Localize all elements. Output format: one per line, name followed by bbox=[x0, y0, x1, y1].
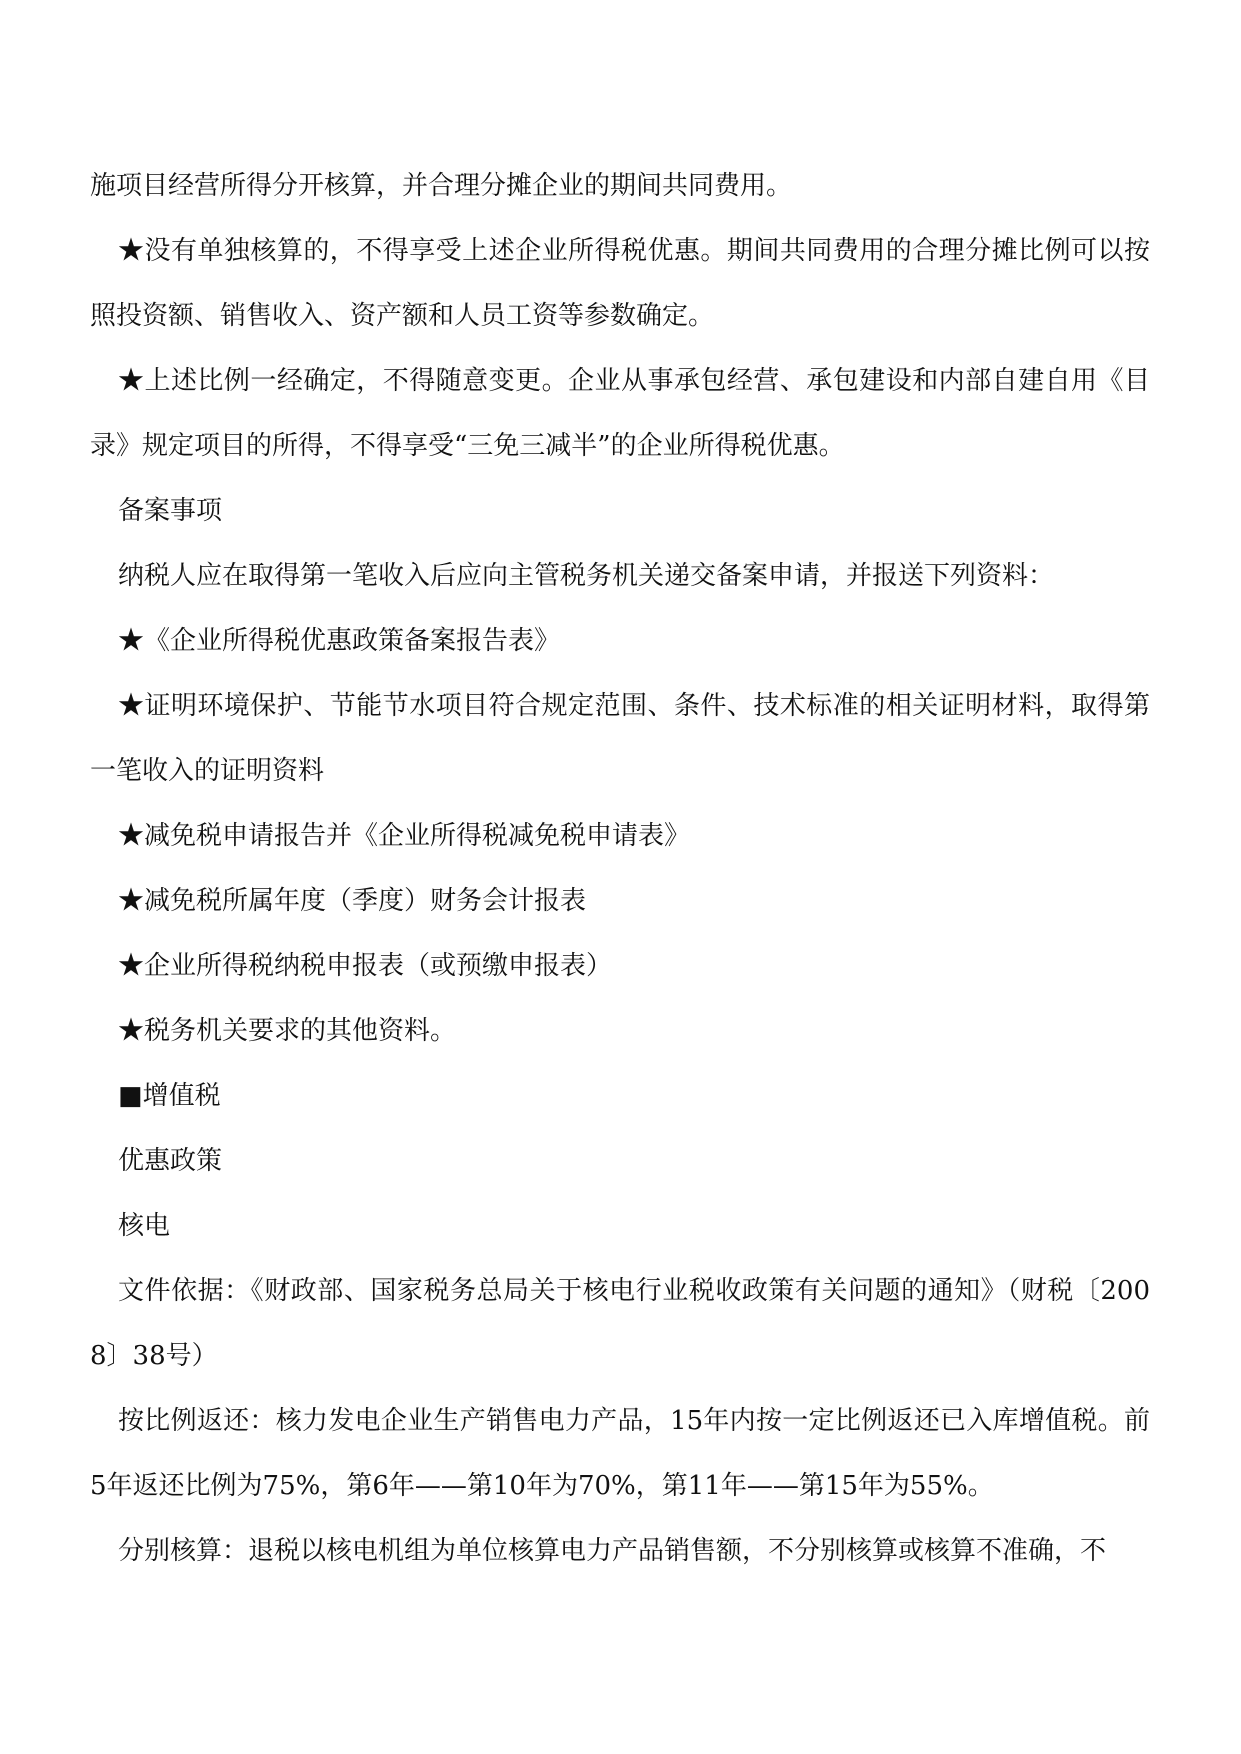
list-item-filing-report-form: ★《企业所得税优惠政策备案报告表》 bbox=[118, 626, 561, 656]
list-item-certification-materials: ★证明环境保护、节能节水项目符合规定范围、条件、技术标准的相关证明材料，取得第一笔收入的证明资料 bbox=[90, 691, 1150, 786]
list-item-other-materials: ★税务机关要求的其他资料。 bbox=[118, 1016, 457, 1046]
heading-filing-matters: 备案事项 bbox=[118, 496, 223, 526]
paragraph-filing-requirement: 纳税人应在取得第一笔收入后应向主管税务机关递交备案申请，并报送下列资料： bbox=[118, 561, 1055, 591]
paragraph-proportional-refund: 按比例返还：核力发电企业生产销售电力产品，15年内按一定比例返还已入库增值税。前5年返还比例为75%，第6年——第10年为70%，第11年——第15年为55%。 bbox=[90, 1406, 1150, 1501]
document-body bbox=[90, 154, 1150, 1584]
paragraph-ratio-fixed: ★上述比例一经确定，不得随意变更。企业从事承包经营、承包建设和内部自建自用《目录》规定项目的所得，不得享受“三免三减半”的企业所得税优惠。 bbox=[90, 366, 1150, 461]
paragraph-continuation: 施项目经营所得分开核算，并合理分摊企业的期间共同费用。 bbox=[90, 171, 793, 201]
heading-vat: ■增值税 bbox=[118, 1081, 221, 1111]
list-item-tax-return: ★企业所得税纳税申报表（或预缴申报表） bbox=[118, 951, 613, 981]
list-item-exemption-application: ★减免税申请报告并《企业所得税减免税申请表》 bbox=[118, 821, 691, 851]
paragraph-separate-accounting: ★没有单独核算的，不得享受上述企业所得税优惠。期间共同费用的合理分摊比例可以按照投资额、销售收入、资产额和人员工资等参数确定。 bbox=[90, 236, 1150, 331]
heading-nuclear-power: 核电 bbox=[118, 1211, 171, 1241]
list-item-financial-statements: ★减免税所属年度（季度）财务会计报表 bbox=[118, 886, 587, 916]
heading-preferential-policy: 优惠政策 bbox=[118, 1146, 223, 1176]
paragraph-separate-accounting-vat: 分别核算：退税以核电机组为单位核算电力产品销售额，不分别核算或核算不准确，不 bbox=[118, 1536, 1107, 1566]
paragraph-document-basis: 文件依据：《财政部、国家税务总局关于核电行业税收政策有关问题的通知》（财税〔2008〕38号） bbox=[90, 1276, 1150, 1371]
